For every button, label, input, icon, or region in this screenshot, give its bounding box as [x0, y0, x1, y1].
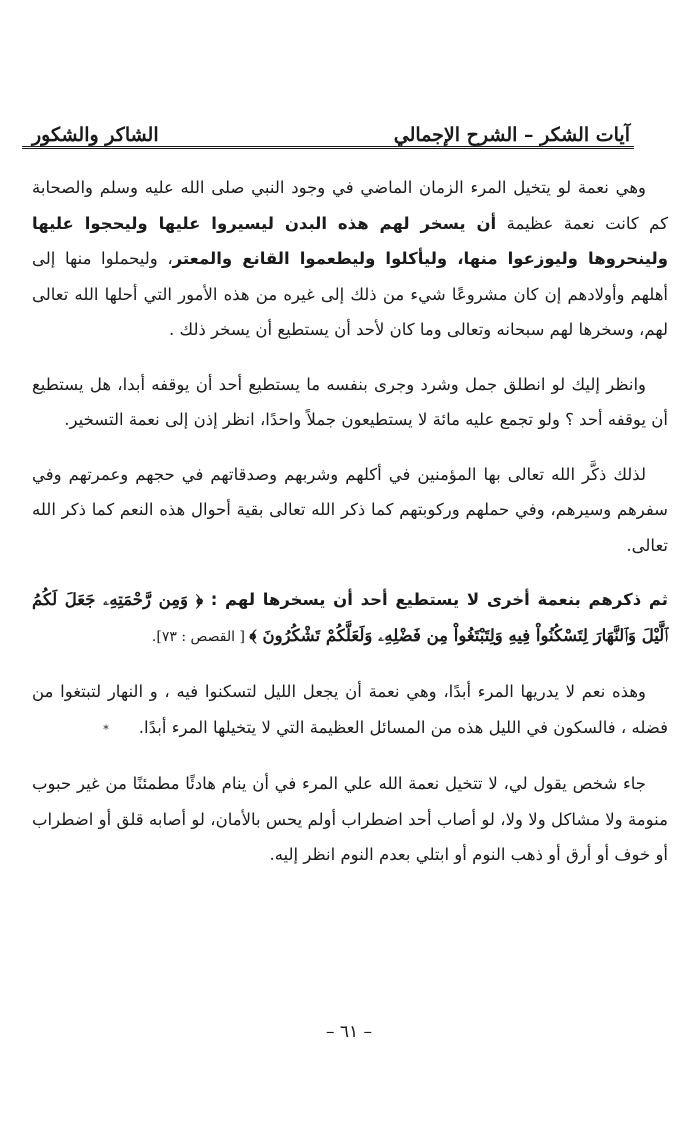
paragraph-1-bold: أن يسخر لهم هذه البدن ليسيروا عليها وليحجوا عليها ولينحروها وليوزعوا منها، وليأكلوا وليطعموا القانع والمعتر [32, 213, 668, 268]
header-rule [22, 146, 634, 149]
paragraph-1-start: وهي نعمة لو يتخيل المرء الزمان الماضي في وجود النبي صلى الله عليه وسلم والصحابة كم كانت نعمة عظيمة [32, 178, 668, 233]
paragraph-5 [32, 674, 668, 747]
page-body [32, 170, 668, 892]
stray-mark: * [103, 722, 109, 736]
running-header [32, 108, 630, 146]
paragraph-1 [32, 170, 668, 348]
paragraph-1-end: ، وليحملوا منها إلى أهلهم وأولادهم إن كان مشروعًا شيء من ذلك إلى غيره من هذه الأمور التي أحلها الله تعالى لهم، وسخرها لهم سبحانه وتعالى وما كان لأحد أن يستطيع أن يسخر ذلك . [32, 249, 668, 339]
paragraph-3: لذلك ذكَّر الله تعالى بها المؤمنين في أكلهم وشربهم وصدقاتهم في حجهم وعمرتهم وفي سفرهم وسيرهم، وفي حملهم وركوبتهم كما ذكر الله تعالى بقية أحوال هذه النعم كما ذكر الله تعالى. [32, 464, 668, 555]
paragraph-2: وانظر إليك لو انطلق جمل وشرد وجرى بنفسه ما يستطيع أحد أن يوقفه أبدا، هل يستطيع أن يوقفه أحد ؟ ولو تجمع عليه مائة لا يستطيعون جملاً واحدًا، انظر إذن إلى نعمة التسخير. [32, 374, 668, 429]
header-right-title: آيات الشكر – الشرح الإجمالي [393, 124, 630, 146]
paragraph-4-intro: ثم ذكرهم بنعمة أخرى لا يستطيع أحد أن يسخرها لهم : [203, 590, 668, 609]
paragraph-5-text: وهذه نعم لا يدريها المرء أبدًا، وهي نعمة أن يجعل الليل لتسكنوا فيه ، و النهار لتبتغوا من فضله ، فالسكون في الليل هذه من المسائل العظيمة التي لا يتخيلها المرء أبدًا. [32, 682, 668, 737]
header-left-title: الشاكر والشكور [32, 124, 159, 146]
paragraph-6: جاء شخص يقول لي، لا تتخيل نعمة الله علي المرء في أن ينام هادئًا مطمئنًا من غير حبوب منومة ولا مشاكل ولا ولا، لو أصاب أحد اضطراب أولم يحس بالأمان، لو أصابه قلق أو اضطراب أو خوف أو أرق أو ذهب النوم أو ابتلي بعدم النوم انظر إليه. [32, 774, 668, 864]
page-number: – ٦١ – [325, 1022, 373, 1042]
quran-verse: ﴿ وَمِن رَّحْمَتِهِۦ جَعَلَ لَكُمُ ٱلَّيْلَ وَٱلنَّهَارَ لِتَسْكُنُواْ فِيهِ وَلِتَبْتَغُواْ مِن فَضْلِهِۦ وَلَعَلَّكُمْ تَشْكُرُونَ ﴾ [32, 590, 668, 645]
verse-reference: [ القصص : ٧٣]. [151, 628, 250, 645]
paragraph-4 [32, 582, 668, 655]
